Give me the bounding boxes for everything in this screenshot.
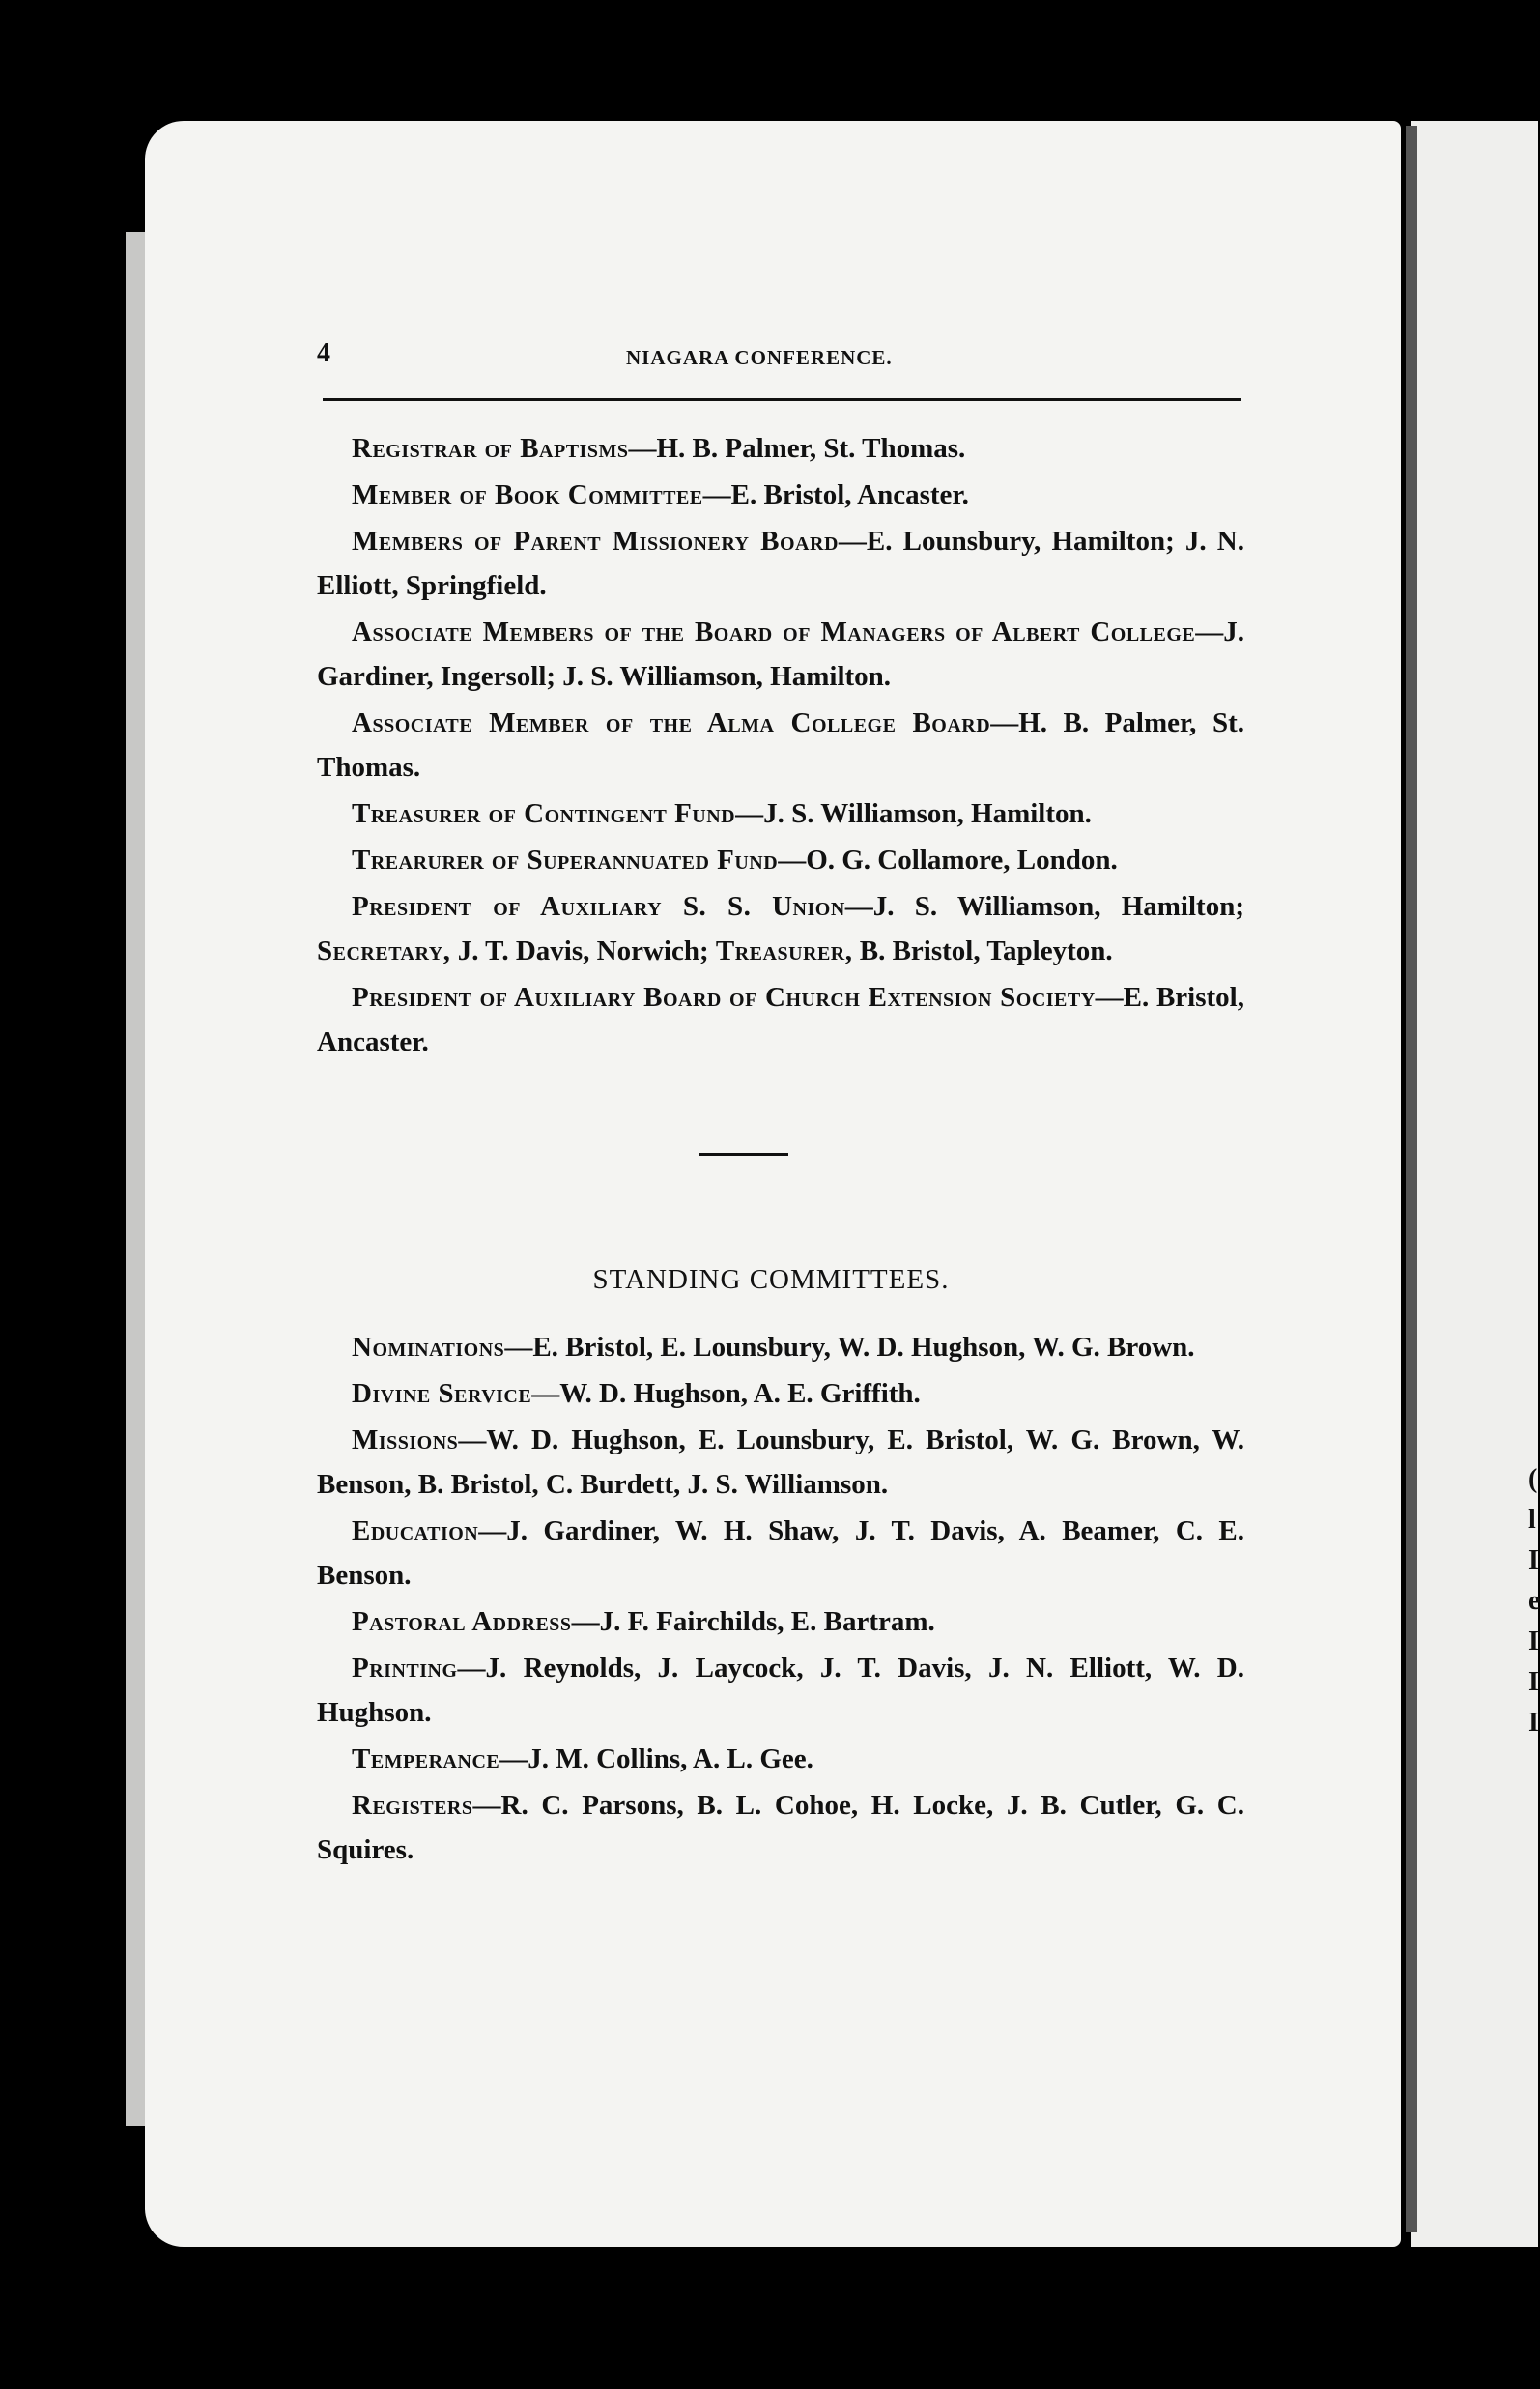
facing-fragment: l [1528,1505,1536,1535]
appointment-entry [317,519,1244,608]
entry-text: —W. D. Hughson, A. E. Griffith. [531,1378,921,1409]
section-divider [699,1153,788,1156]
facing-fragment: I [1528,1545,1539,1575]
entry-label: President of Auxiliary S. S. Union [352,891,845,922]
section-title: STANDING COMMITTEES. [592,1264,950,1295]
facing-fragment: I [1528,1708,1539,1738]
page-content [317,338,1244,1874]
committee-entry [317,1737,1244,1781]
facing-fragment: I [1528,1626,1539,1656]
entry-text: J. T. Davis, Norwich; [450,935,709,966]
facing-fragment: e [1528,1586,1540,1616]
entry-text: —E. Lounsbury, Hamilton; J. N. Elliott, Springfield. [317,526,1244,601]
entry-text: B. Bristol, Tapleyton. [852,935,1113,966]
entry-label: Member of Book Committee [352,479,703,510]
entry-text: —W. D. Hughson, E. Lounsbury, E. Bristol, W. G. Brown, W. Benson, B. Bristol, C. Burdett, J. S. Williamson. [317,1425,1244,1500]
entry-label: Treasurer of Contingent Fund [352,798,736,829]
committee-entry [317,1646,1244,1735]
entry-text: —O. G. Collamore, London. [778,845,1118,876]
committee-entry [317,1325,1244,1369]
entry-label: Trearurer of Superannuated Fund [352,845,779,876]
committee-entry [317,1783,1244,1872]
entry-label: Members of Parent Missionery Board [352,526,839,557]
appointment-entry [317,473,1244,517]
appointment-entry [317,975,1244,1064]
entry-text: —E. Bristol, E. Lounsbury, W. D. Hughson, W. G. Brown. [504,1332,1195,1363]
appointment-entry [317,884,1244,973]
facing-page-text [1528,1459,1538,1743]
entry-label: Associate Member of the Alma College Board [352,707,991,738]
entry-label: Nominations [352,1332,505,1363]
facing-page [1411,121,1538,2247]
committee-entry [317,1509,1244,1597]
entry-label: Treasurer, [715,935,853,966]
entry-label: Missions [352,1425,459,1455]
appointment-entry [317,838,1244,882]
appointment-entry [317,701,1244,790]
entry-text: —H. B. Palmer, St. Thomas. [317,707,1245,783]
entry-text: —H. B. Palmer, St. Thomas. [628,433,966,464]
entry-text: —J. S. Williamson, Hamilton; [844,891,1244,922]
entry-label: Printing [352,1653,458,1684]
committee-entry [317,1418,1244,1507]
entry-text: —J. M. Collins, A. L. Gee. [499,1743,813,1774]
running-title: NIAGARA CONFERENCE. [626,346,893,369]
entry-label: President of Auxiliary Board of Church Extension Society [352,982,1096,1013]
entry-label: Registrar of Baptisms [352,433,629,464]
entry-label: Associate Members of the Board of Managers of Albert College [352,617,1196,648]
facing-fragment: I [1528,1667,1539,1697]
committees-list [317,1325,1244,1872]
entry-label: Pastoral Address [352,1606,572,1637]
binding-fold [1406,126,1417,2232]
page-header [317,338,1244,377]
entry-label: Temperance [352,1743,500,1774]
committee-entry [317,1599,1244,1644]
entry-text: —J. F. Fairchilds, E. Bartram. [571,1606,935,1637]
entry-text: —J. Gardiner, W. H. Shaw, J. T. Davis, A. Beamer, C. E. Benson. [317,1515,1244,1591]
entry-label: Divine Service [352,1378,532,1409]
entry-text: —E. Bristol, Ancaster. [317,982,1244,1057]
appointment-entry [317,610,1244,699]
appointments-list [317,426,1244,1064]
entry-text: —R. C. Parsons, B. L. Cohoe, H. Locke, J. B. Cutler, G. C. Squires. [317,1790,1244,1865]
appointment-entry [317,426,1244,471]
entry-text: —J. Gardiner, Ingersoll; J. S. Williamson, Hamilton. [317,617,1244,692]
entry-label: Secretary, [317,935,451,966]
appointment-entry [317,792,1244,836]
entry-label: Education [352,1515,479,1546]
entry-label: Registers [352,1790,473,1821]
page-number: 4 [317,338,331,368]
entry-text: —J. Reynolds, J. Laycock, J. T. Davis, J. N. Elliott, W. D. Hughson. [317,1653,1244,1728]
entry-text: —E. Bristol, Ancaster. [702,479,969,510]
header-rule [323,398,1241,401]
committee-entry [317,1371,1244,1416]
entry-text: —J. S. Williamson, Hamilton. [735,798,1092,829]
facing-fragment: ( [1528,1464,1538,1494]
